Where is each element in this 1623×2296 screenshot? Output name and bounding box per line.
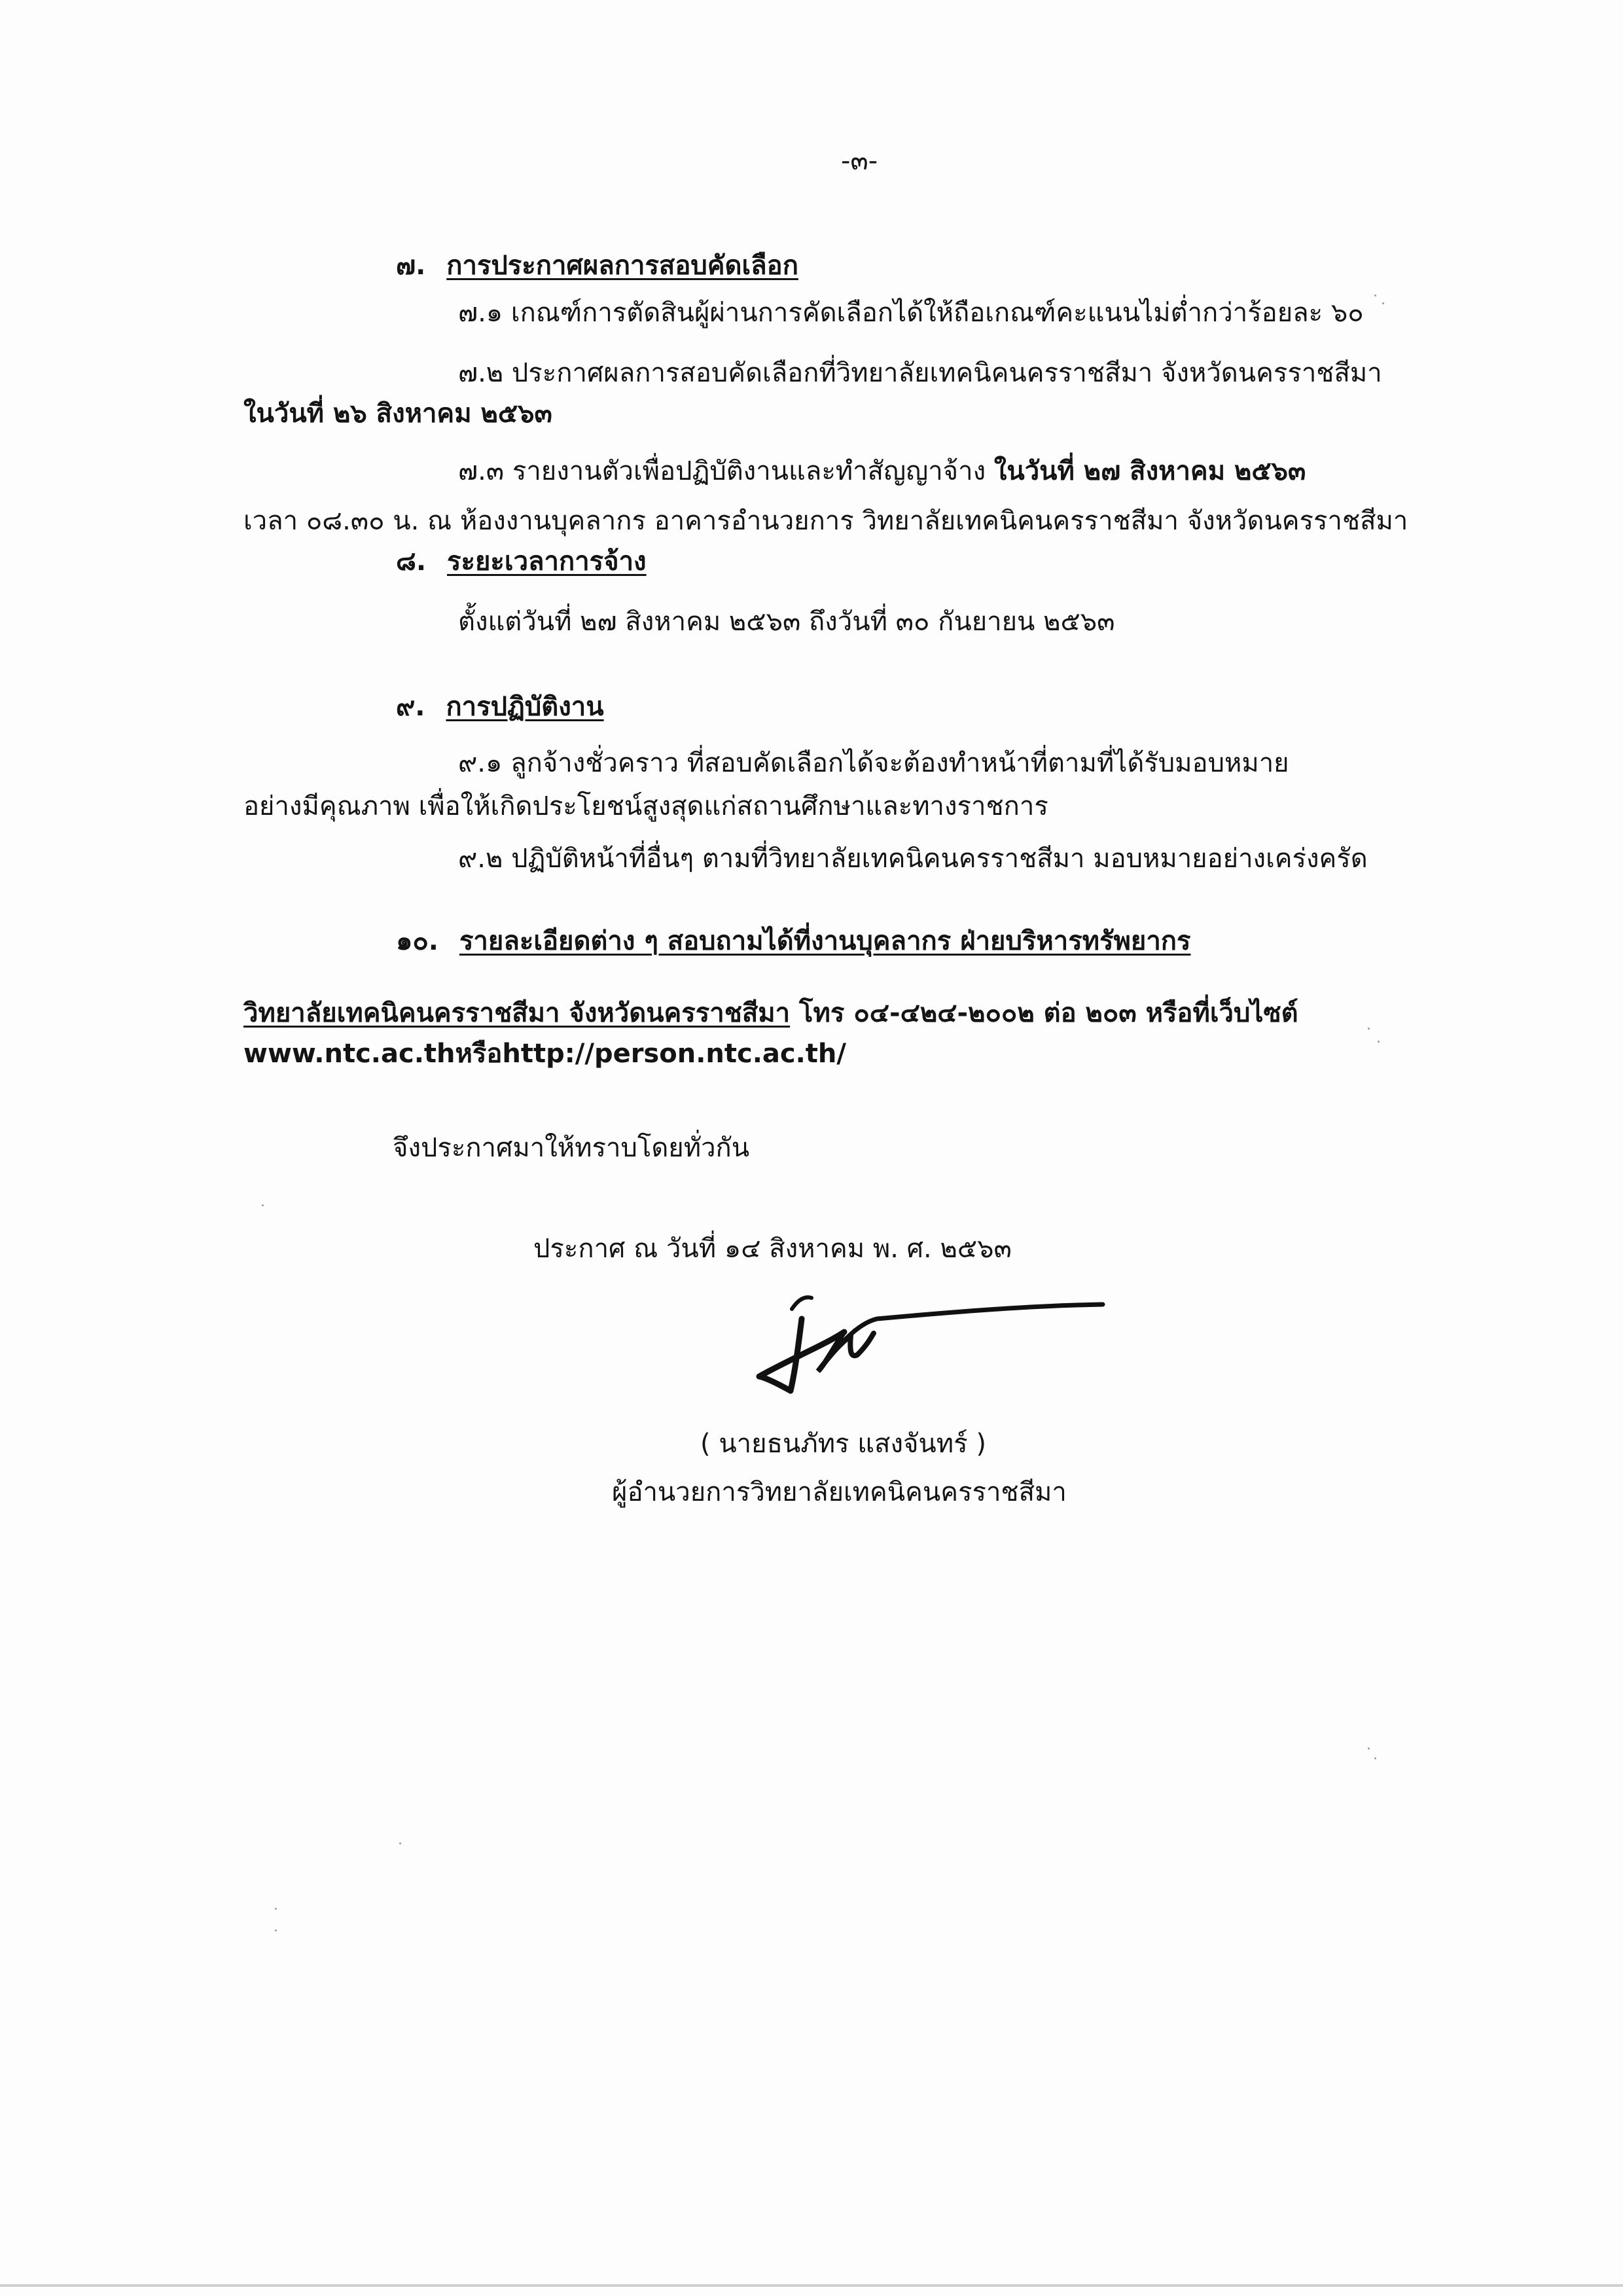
scan-speck xyxy=(1368,1028,1370,1030)
section8-text: ตั้งแต่วันที่ ๒๗ สิงหาคม ๒๕๖๓ ถึงวันที่ ๓๐ กันยายน ๒๕๖๓ xyxy=(458,607,1115,637)
section9-item2: ๙.๒ ปฏิบัติหน้าที่อื่นๆ ตามที่วิทยาลัยเทคนิคนครราชสีมา มอบหมายอย่างเคร่งครัด xyxy=(458,844,1368,874)
section7-item3-date: ในวันที่ ๒๗ สิงหาคม ๒๕๖๓ xyxy=(993,456,1306,486)
section9-number: ๙. xyxy=(396,692,425,722)
announce-date: ประกาศ ณ วันที่ ๑๔ สิงหาคม พ. ศ. ๒๕๖๓ xyxy=(533,1234,1012,1264)
section7-item3-line2: เวลา ๐๘.๓๐ น. ณ ห้องงานบุคลากร อาคารอำนวยการ วิทยาลัยเทคนิคนครราชสีมา จังหวัดนครราชสีมา xyxy=(243,506,1408,536)
scan-speck xyxy=(275,1929,277,1931)
section8-heading-line xyxy=(396,543,647,580)
signer-title: ผู้อำนวยการวิทยาลัยเทคนิคนครราชสีมา xyxy=(612,1477,1067,1507)
section7-item3-prefix: ๗.๓ รายงานตัวเพื่อปฏิบัติงานและทำสัญญาจ้าง xyxy=(458,456,994,486)
page-number: -๓- xyxy=(841,146,878,176)
section7-item2-line1: ๗.๒ ประกาศผลการสอบคัดเลือกที่วิทยาลัยเทคนิคนครราชสีมา จังหวัดนครราชสีมา xyxy=(458,358,1382,388)
section7-item3-line1 xyxy=(458,453,1306,490)
section10-contact: โทร ๐๔-๔๒๔-๒๐๐๒ ต่อ ๒๐๓ หรือที่เว็บไซต์ xyxy=(790,998,1298,1028)
section10-college: วิทยาลัยเทคนิคนครราชสีมา จังหวัดนครราชสีมา xyxy=(243,998,791,1028)
section9-item1-line1: ๙.๑ ลูกจ้างชั่วคราว ที่สอบคัดเลือกได้จะต้องทำหน้าที่ตามที่ได้รับมอบหมาย xyxy=(458,748,1289,778)
section7-item2-line2: ในวันที่ ๒๖ สิงหาคม ๒๕๖๓ xyxy=(243,399,552,429)
section10-number: ๑๐. xyxy=(396,926,438,956)
section10-line2 xyxy=(243,995,1298,1031)
section9-heading-line xyxy=(396,689,604,725)
closing-statement: จึงประกาศมาให้ทราบโดยทั่วกัน xyxy=(393,1133,750,1163)
section7-item1: ๗.๑ เกณฑ์การตัดสินผู้ผ่านการคัดเลือกได้ให้ถือเกณฑ์คะแนนไม่ต่ำกว่าร้อยละ ๖๐ xyxy=(458,298,1364,328)
scan-speck xyxy=(399,1842,401,1844)
scan-speck xyxy=(1382,302,1384,304)
section8-heading: ระยะเวลาการจ้าง xyxy=(447,547,647,577)
signer-name: ( นายธนภัทร แสงจันทร์ ) xyxy=(700,1429,986,1459)
scan-speck xyxy=(1374,1757,1376,1759)
section10-heading-line xyxy=(396,923,1191,960)
scan-speck xyxy=(1368,1748,1370,1749)
section7-number: ๗. xyxy=(396,251,426,281)
scan-speck xyxy=(275,1908,277,1910)
section7-heading-line xyxy=(396,247,798,284)
scan-speck xyxy=(1374,295,1376,296)
scan-speck xyxy=(1378,1041,1380,1043)
section7-heading: การประกาศผลการสอบคัดเลือก xyxy=(446,251,798,281)
section10-website[interactable]: www.ntc.ac.thหรือhttp://person.ntc.ac.th/ xyxy=(243,1039,846,1069)
scan-speck xyxy=(262,1204,264,1206)
section9-heading: การปฏิบัติงาน xyxy=(446,692,604,722)
section8-number: ๘. xyxy=(396,547,427,577)
section9-item1-line2: อย่างมีคุณภาพ เพื่อให้เกิดประโยชน์สูงสุดแก่สถานศึกษาและทางราชการ xyxy=(243,791,1048,821)
signature-image xyxy=(753,1293,1119,1410)
section10-heading: รายละเอียดต่าง ๆ สอบถามได้ที่งานบุคลากร ฝ่ายบริหารทรัพยากร xyxy=(459,926,1191,956)
scan-bottom-edge xyxy=(0,2284,1623,2287)
